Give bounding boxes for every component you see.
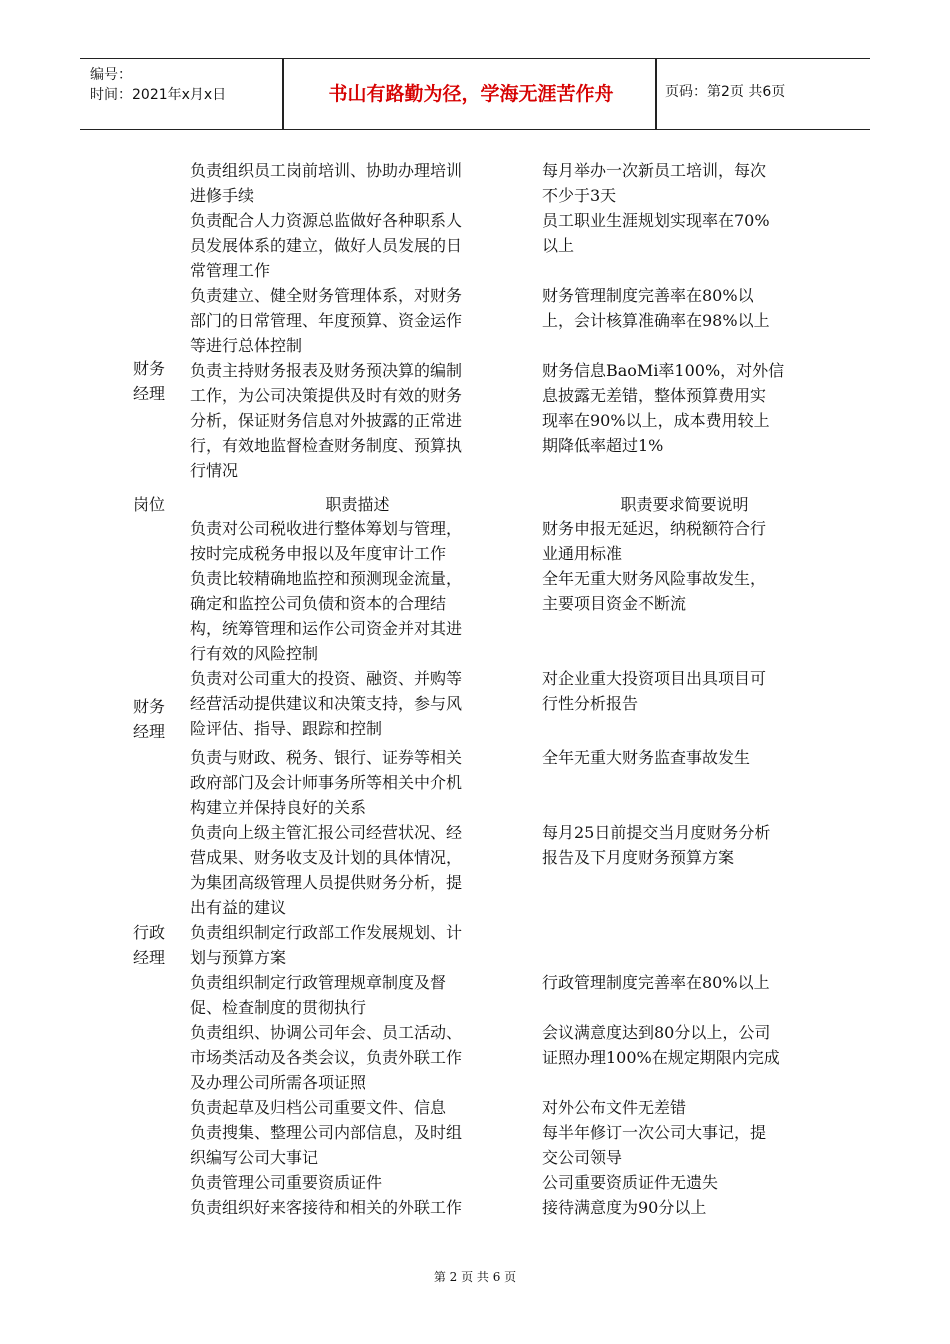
header-divider [655,59,657,129]
duty-description: 政府部门及会计师事务所等相关中介机 [190,773,463,792]
duty-requirement: 每半年修订一次公司大事记，提 [542,1123,767,1142]
duty-requirement: 全年无重大财务风险事故发生， [542,569,767,588]
duty-requirement: 对外公布文件无差错 [542,1098,687,1117]
duty-description: 分析，保证财务信息对外披露的正常进 [190,411,463,430]
duty-requirement: 行性分析报告 [542,694,639,713]
duty-description: 负责组织制定行政管理规章制度及督 [190,973,447,992]
duty-description: 出有益的建议 [190,898,287,917]
duty-description: 员发展体系的建立，做好人员发展的日 [190,236,463,255]
duty-description: 负责起草及归档公司重要文件、信息 [190,1098,447,1117]
duty-description: 确定和监控公司负债和资本的合理结 [190,594,447,613]
column-header-description: 职责描述 [325,495,390,514]
duty-requirement: 期降低率超过1% [542,436,664,455]
duty-description: 营成果、财务收支及计划的具体情况， [190,848,463,867]
duty-requirement: 接待满意度为90分以上 [542,1198,707,1217]
duty-requirement: 证照办理100%在规定期限内完成 [542,1048,780,1067]
duty-requirement: 不少于3天 [542,186,617,205]
duty-description: 促、检查制度的贯彻执行 [190,998,367,1017]
duty-description: 经营活动提供建议和决策支持，参与风 [190,694,463,713]
duty-requirement: 上，会计核算准确率在98%以上 [542,311,770,330]
duty-requirement: 公司重要资质证件无遗失 [542,1173,719,1192]
document-number-label: 编号： [90,67,132,83]
document-time-label: 时间：2021年x月x日 [90,87,227,103]
duty-description: 负责与财政、税务、银行、证券等相关 [190,748,463,767]
duty-description: 构，统筹管理和运作公司资金并对其进 [190,619,463,638]
duty-description: 部门的日常管理、年度预算、资金运作 [190,311,463,330]
duty-description: 工作，为公司决策提供及时有效的财务 [190,386,463,405]
duty-requirement: 财务申报无延迟，纳税额符合行 [542,519,767,538]
duty-description: 负责向上级主管汇报公司经营状况、经 [190,823,463,842]
header-motto: 书山有路勤为径，学海无涯苦作舟 [328,83,614,105]
duty-requirement: 全年无重大财务监查事故发生 [542,748,751,767]
duty-requirement: 业通用标准 [542,544,623,563]
duty-description: 划与预算方案 [190,948,287,967]
duty-description: 负责配合人力资源总监做好各种职系人 [190,211,463,230]
duty-description: 构建立并保持良好的关系 [190,798,367,817]
duty-requirement: 财务信息BaoMi率100%，对外信 [542,361,785,380]
duty-description: 负责比较精确地监控和预测现金流量， [190,569,463,588]
duty-description: 织编写公司大事记 [190,1148,319,1167]
position-label: 经理 [133,948,166,967]
header-meta [90,65,226,105]
duty-description: 常管理工作 [190,261,271,280]
column-header-position: 岗位 [133,495,166,514]
position-label: 财务 [133,697,166,716]
position-label: 经理 [133,722,166,741]
duty-requirement: 交公司领导 [542,1148,623,1167]
duty-requirement: 息披露无差错，整体预算费用实 [542,386,767,405]
duty-description: 负责组织员工岗前培训、协助办理培训 [190,161,463,180]
position-label: 行政 [133,923,166,942]
duty-requirement: 以上 [542,236,575,255]
duty-description: 负责组织制定行政部工作发展规划、计 [190,923,463,942]
duty-description: 市场类活动及各类会议，负责外联工作 [190,1048,463,1067]
duty-requirement: 报告及下月度财务预算方案 [542,848,735,867]
duty-description: 行，有效地监督检查财务制度、预算执 [190,436,463,455]
page-header [80,58,870,130]
duty-description: 负责组织好来客接待和相关的外联工作 [190,1198,463,1217]
duty-requirement: 每月25日前提交当月度财务分析 [542,823,771,842]
duty-requirement: 现率在90%以上，成本费用较上 [542,411,770,430]
duty-description: 及办理公司所需各项证照 [190,1073,367,1092]
duty-requirement: 财务管理制度完善率在80%以 [542,286,754,305]
duty-description: 行有效的风险控制 [190,644,319,663]
duty-requirement: 行政管理制度完善率在80%以上 [542,973,770,992]
column-header-requirement: 职责要求简要说明 [620,495,749,514]
duty-description: 负责管理公司重要资质证件 [190,1173,383,1192]
page-footer: 第 2 页 共 6 页 [433,1270,517,1284]
duty-description: 险评估、指导、跟踪和控制 [190,719,383,738]
duty-requirement: 对企业重大投资项目出具项目可 [542,669,767,688]
duty-description: 负责对公司税收进行整体筹划与管理， [190,519,463,538]
duty-description: 等进行总体控制 [190,336,303,355]
duty-requirement: 员工职业生涯规划实现率在70% [542,211,770,230]
duty-description: 按时完成税务申报以及年度审计工作 [190,544,447,563]
header-page-info: 页码：第2页 共6页 [665,84,786,100]
duty-description: 负责搜集、整理公司内部信息，及时组 [190,1123,463,1142]
duty-description: 进修手续 [190,186,255,205]
duty-description: 负责建立、健全财务管理体系，对财务 [190,286,463,305]
position-label: 经理 [133,384,166,403]
duty-description: 为集团高级管理人员提供财务分析，提 [190,873,463,892]
duty-requirement: 主要项目资金不断流 [542,594,687,613]
duty-description: 负责对公司重大的投资、融资、并购等 [190,669,463,688]
duty-requirement: 每月举办一次新员工培训，每次 [542,161,767,180]
position-label: 财务 [133,359,166,378]
duty-description: 行情况 [190,461,239,480]
duty-requirement: 会议满意度达到80分以上，公司 [542,1023,771,1042]
header-divider [282,59,284,129]
duty-description: 负责组织、协调公司年会、员工活动、 [190,1023,463,1042]
duty-description: 负责主持财务报表及财务预决算的编制 [190,361,463,380]
